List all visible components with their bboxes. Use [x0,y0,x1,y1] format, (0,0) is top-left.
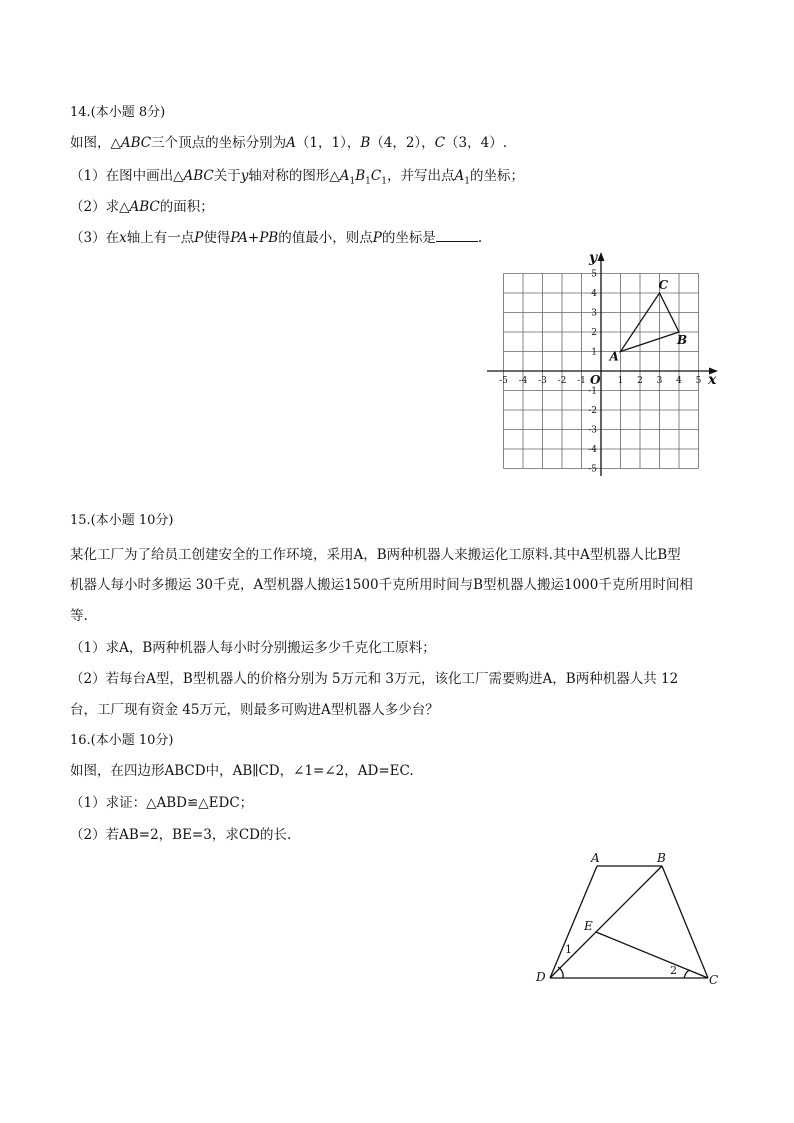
x-tick-label: 4 [676,376,682,386]
segment-bc [662,866,708,978]
point-label-a: A [609,349,619,364]
x-tick-label: -2 [557,376,567,386]
quadrilateral-figure [525,845,725,990]
x-axis-label: x [708,372,717,388]
y-tick-label: 2 [591,328,597,338]
q16-heading: 16.(本小题 10分) [70,733,174,748]
origin-label: O [590,373,601,387]
q14-heading: 14.(本小题 8分) [70,105,166,120]
q15-part1: （1）求A，B两种机器人每小时分别搬运多少千克化工原料； [70,640,436,656]
label-b: B [657,851,666,865]
q16-part1: （1）求证：△ABD≌△EDC； [70,795,254,811]
y-tick-label: -5 [588,464,597,475]
x-tick-label: -1 [577,376,586,386]
y-tick-label: 3 [591,308,597,319]
y-axis-arrow [598,252,605,261]
x-tick-label: -3 [538,376,547,386]
q15-part2b: 台，工厂现有资金 45万元，则最多可购进A型机器人多少台？ [70,702,439,718]
label-c: C [709,973,719,987]
x-tick-label: 2 [637,376,643,386]
q15-line1: 某化工厂为了给员工创建安全的工作环境，采用A，B两种机器人来搬运化工原料.其中A型机器人比B型 [70,547,681,563]
triangle-outline [621,293,680,352]
y-axis-label: y [589,250,598,266]
point-label-c: C [658,278,669,292]
y-tick-label: 5 [591,269,597,280]
point-label-b: B [677,333,688,347]
x-tick-label: 1 [617,376,624,386]
answer-blank [436,229,478,242]
y-tick-label: 4 [591,289,597,299]
label-e: E [584,919,593,933]
coordinate-graph [480,248,720,478]
y-tick-label: -1 [588,386,597,397]
q14-intro: 如图，△ABC三个顶点的坐标分别为A（1，1），B（4，2），C（3，4）. [70,135,508,151]
label-d: D [536,970,546,984]
axes [487,250,718,476]
angle-2-arc [684,970,690,978]
label-angle-2: 2 [670,964,677,977]
y-tick-label: -3 [588,425,597,436]
q14-part1: （1）在图中画出△ABC关于y轴对称的图形$\triangle A_1B_1C_1$，并写出点$A_1$的坐标； [70,168,524,187]
label-angle-1: 1 [565,943,572,956]
y-tick-label: 1 [591,347,597,358]
x-tick-label: -4 [518,376,528,386]
q15-heading: 15.(本小题 10分) [70,513,174,528]
q16-part2: （2）若AB=2，BE=3，求CD的长. [70,827,292,843]
y-tick-label: -4 [588,445,597,455]
x-tick-label: -5 [499,376,508,386]
q15-line3: 等. [70,608,88,624]
x-tick-label: 3 [656,376,663,386]
q14-part2: （2）求△ABC的面积； [70,199,214,215]
label-a: A [591,851,600,865]
x-tick-label: 5 [695,376,702,386]
y-tick-label: -2 [588,406,597,416]
segment-ec [596,932,708,978]
q16-intro: 如图，在四边形ABCD中，AB∥CD，∠1=∠2，AD=EC. [70,763,414,779]
q14-part3: （3）在x轴上有一点P使得PA+PB的值最小，则点P的坐标是 . [70,230,483,246]
q15-line2: 机器人每小时多搬运 30千克，A型机器人搬运1500千克所用时间与B型机器人搬运1000千克所用时间相 [70,577,693,593]
segment-db [550,866,662,978]
q15-part2a: （2）若每台A型，B型机器人的价格分别为 5万元和 3万元，该化工厂需要购进A，B两种机器人共 12 [70,671,679,687]
